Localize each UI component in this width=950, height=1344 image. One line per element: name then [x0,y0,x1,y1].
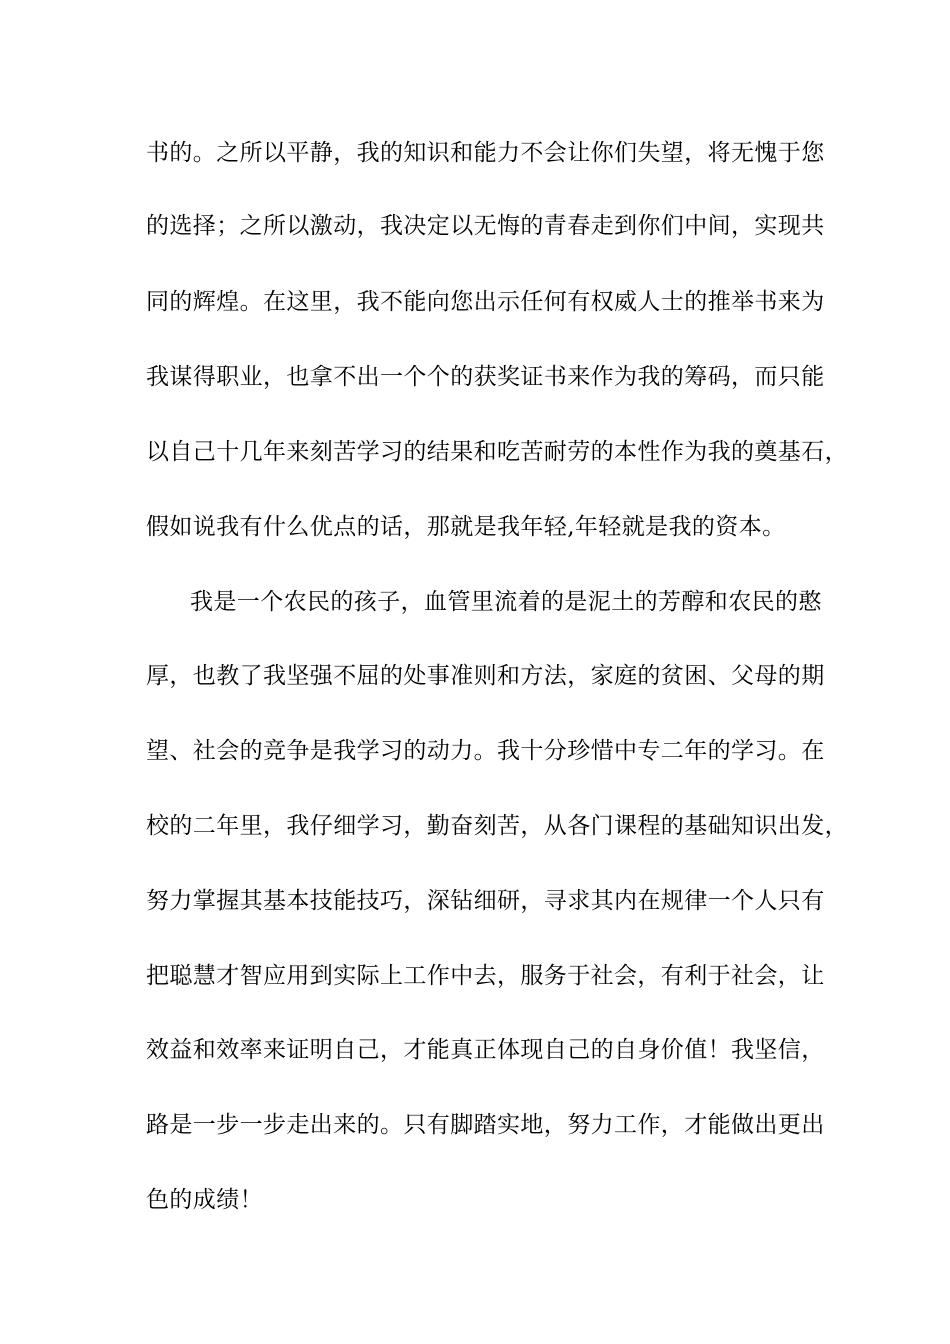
text-line: 我是一个农民的孩子，血管里流着的是泥土的芳醇和农民的憨 [190,589,822,615]
text-line: 色的成绩！ [146,1187,263,1213]
text-line: 把聪慧才智应用到实际上工作中去，服务于社会，有利于社会，让 [146,963,825,989]
text-line: 路是一步一步走出来的。只有脚踏实地，努力工作，才能做出更出 [146,1112,825,1138]
text-line: 假如说我有什么优点的话，那就是我年轻,年轻就是我的资本。 [146,514,786,540]
text-line: 的选择；之所以激动，我决定以无悔的青春走到你们中间，实现共 [146,213,825,239]
text-line: 以自己十几年来刻苦学习的结果和吃苦耐劳的本性作为我的奠基石， [146,439,848,465]
text-line: 校的二年里，我仔细学习，勤奋刻苦，从各门课程的基础知识出发， [146,813,848,839]
text-line: 望、社会的竞争是我学习的动力。我十分珍惜中专二年的学习。在 [146,738,825,764]
text-line: 同的辉煌。在这里，我不能向您出示任何有权威人士的推举书来为 [146,289,825,315]
text-line: 效益和效率来证明自己，才能真正体现自己的自身价值！我坚信， [146,1037,825,1063]
text-line: 书的。之所以平静，我的知识和能力不会让你们失望，将无愧于您 [146,140,825,166]
text-line: 我谋得职业，也拿不出一个个的获奖证书来作为我的筹码，而只能 [146,364,825,390]
text-line: 努力掌握其基本技能技巧，深钻细研，寻求其内在规律一个人只有 [146,888,825,914]
text-line: 厚，也教了我坚强不屈的处事准则和方法，家庭的贫困、父母的期 [146,663,825,689]
